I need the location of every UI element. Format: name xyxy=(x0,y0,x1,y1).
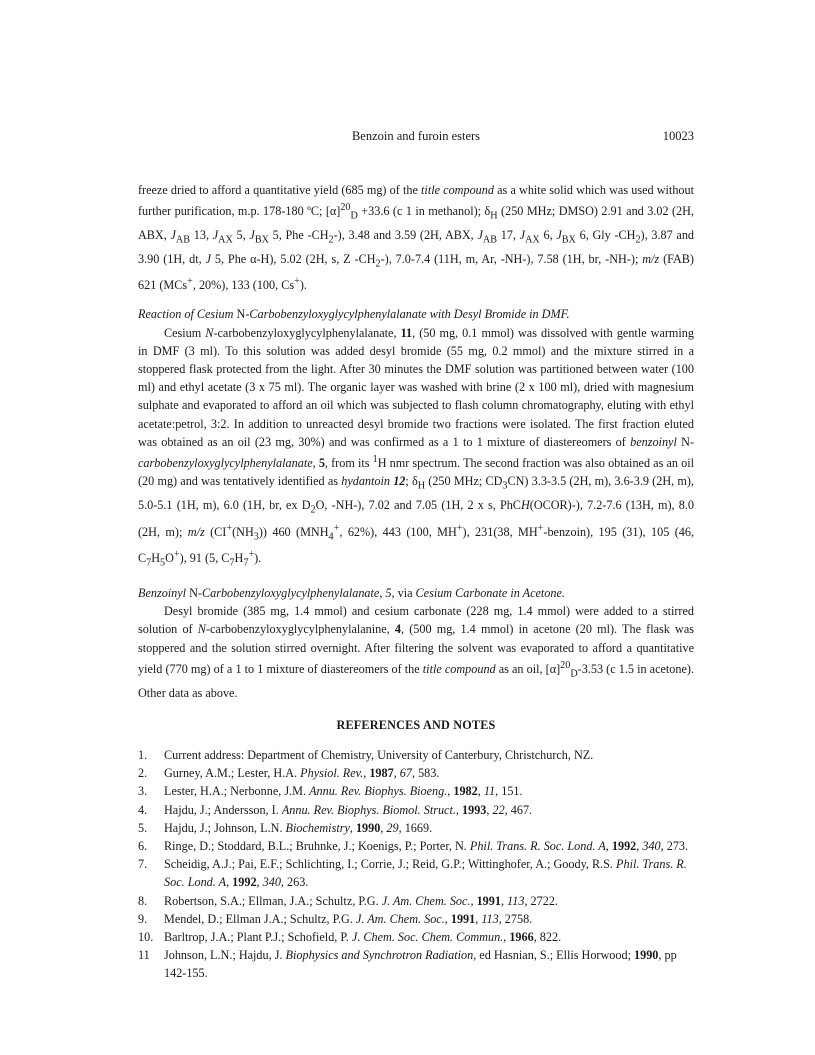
reference-item: 5. Hajdu, J.; Johnson, L.N. Biochemistry, 1990, 29, 1669. xyxy=(138,820,433,835)
running-title: Benzoin and furoin esters xyxy=(351,129,481,143)
page-number: 10023 xyxy=(662,129,694,143)
benzoinyl-paragraph: Desyl bromide (385 mg, 1.4 mmol) and cesium carbonate (228 mg, 1.4 mmol) were added to a stirred solution of N-carbobenzyloxyglycylphenylalanine, 4, (500 mg, 1.4 mmol) in acetone (20 ml). The flask was stoppered and the solution stirred overnight. After filtering the solvent was evaporated to afford a quantitative yield (770 mg) of a 1 to 1 mixture of diastereomers of the title compound as an oil, $[\alpha]^{20}_D-3.53$ (c 1.5 in acetone). Other data as above. xyxy=(138,604,694,700)
reference-item: 4. Hajdu, J.; Andersson, I. Annu. Rev. Biophys. Biomol. Struct., 1993, 22, 467. xyxy=(138,802,533,817)
section-heading-reaction: Reaction of Cesium N-Carbobenzyloxyglycylphenylalanate with Desyl Bromide in DMF. xyxy=(138,307,570,322)
running-header xyxy=(138,129,694,145)
reference-item: 8. Robertson, S.A.; Ellman, J.A.; Schultz, P.G. J. Am. Chem. Soc., 1991, 113, 2722. xyxy=(138,893,558,908)
references-list xyxy=(138,746,694,983)
reference-item: 1. Current address: Department of Chemistry, University of Canterbury, Christchurch, NZ. xyxy=(138,747,594,762)
reference-item: 6. Ringe, D.; Stoddard, B.L.; Bruhnke, J.; Koenigs, P.; Porter, N. Phil. Trans. R. Soc. Lond. A, 1992, 340, 273. xyxy=(138,838,689,853)
reference-item: 9. Mendel, D.; Ellman J.A.; Schultz, P.G. J. Am. Chem. Soc., 1991, 113, 2758. xyxy=(138,911,533,926)
references-heading: REFERENCES AND NOTES xyxy=(336,717,496,732)
reaction-paragraph: Cesium N-carbobenzyloxyglycylphenylalanate, 11, (50 mg, 0.1 mmol) was dissolved with gentle warming in DMF (3 ml). To this solution was added desyl bromide (55 mg, 0.2 mmol) and the mixture stirred in a stoppered flask protected from the light. After 30 minutes the DMF solution was partitioned between water (100 ml) and ethyl acetate (3 x 75 ml). The organic layer was washed with brine (2 x 100 ml), dried with magnesium sulphate and evaporated to afford an oil which was subjected to flash column chromatography, eluting with ethyl acetate:petrol, 3:2. In addition to unreacted desyl bromide two fractions were isolated. The first fraction eluted was obtained as an oil (23 mg, 30%) and was confirmed as a 1 to 1 mixture of diastereomers of benzoinyl N-carbobenzyloxyglycylphenylalanate, 5, from its $^1$H nmr spectrum. The second fraction was also obtained as an oil (20 mg) and was tentatively identified as hydantoin 12; $\delta_H$ (250 MHz; $CD_3CN$) 3.3-3.5 (2H, m), 3.6-3.9 (2H, m), 5.0-5.1 (1H, m), 6.0 (1H, br, ex $D_2O$, -NH-), 7.02 and 7.05 (1H, 2 x s, PhCH(OCOR)-), 7.2-7.6 (13H, m), 8.0 (2H, m); m/z $(CI^+(NH_3))$ 460 ($MNH_4^+$, 62%), 443 (100, MH+), 231(38, MH+-benzoin), 195 (31), 105 (46, $C_7H_5O^+$), 91 (5, $C_7H_7^+$). xyxy=(138,325,695,569)
reference-item: 2. Gurney, A.M.; Lester, H.A. Physiol. Rev., 1987, 67, 583. xyxy=(138,766,440,781)
article-body xyxy=(138,181,694,983)
section-heading-benzoinyl: Benzoinyl N-Carbobenzyloxyglycylphenylalanate, 5, via Cesium Carbonate in Acetone. xyxy=(138,586,565,601)
reference-item: 3. Lester, H.A.; Nerbonne, J.M. Annu. Rev. Biophys. Bioeng., 1982, 11, 151. xyxy=(138,784,523,799)
reference-item: 11 Johnson, L.N.; Hajdu, J. Biophysics and Synchrotron Radiation, ed Hasnian, S.; Ellis Horwood; 1990, pp 142-155. xyxy=(138,948,677,981)
reference-item: 10. Barltrop, J.A.; Plant P.J.; Schofield, P. J. Chem. Soc. Chem. Commun., 1966, 822. xyxy=(138,929,562,944)
reference-item: 7. Scheidig, A.J.; Pai, E.F.; Schlichting, I.; Corrie, J.; Reid, G.P.; Wittinghofer, A.; Goody, R.S. Phil. Trans. R. Soc. Lond. A, 1992, 340, 263. xyxy=(138,857,687,890)
continuation-paragraph: freeze dried to afford a quantitative yield (685 mg) of the title compound as a white solid which was used without further purification, m.p. 178-180 ºC; $[\alpha]^{20}_D +33.6$ (c 1 in methanol); $\delta_H$ (250 MHz; DMSO) 2.91 and 3.02 (2H, ABX, $J_{AB}$ 13, $J_{AX}$ 5, $J_{BX}$ 5, Phe $-CH_2-$), 3.48 and 3.59 (2H, ABX, $J_{AB}$ 17, $J_{AX}$ 6, $J_{BX}$ 6, Gly $-CH_2$), 3.87 and 3.90 (1H, dt, J 5, Phe α-H), 5.02 (2H, s, Z $-CH_2-$), 7.0-7.4 (11H, m, Ar, -NH-), 7.58 (1H, br, -NH-); m/z (FAB) 621 (MCs+, 20%), 133 (100, Cs+). xyxy=(138,183,695,293)
